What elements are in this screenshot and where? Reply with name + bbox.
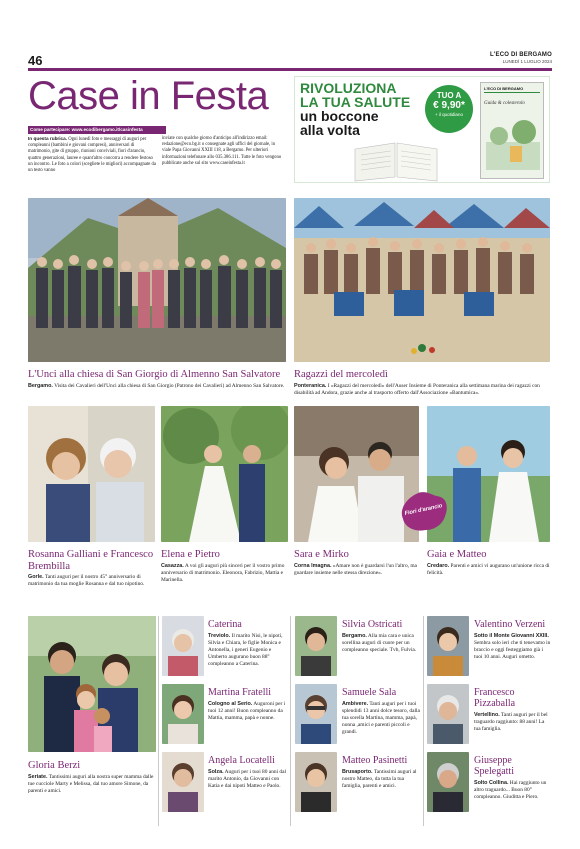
text-elena (161, 563, 289, 584)
photo-ragazzi-beach (294, 198, 550, 362)
body-samuele: Tanti auguri per i tuoi splendidi 13 anni dolce tesoro, dalla tua sorella Martina, mamma, papà, nonna ,amici e parenti piccoli e grandi. (342, 701, 420, 735)
ad-headline-1: RIVOLUZIONA (300, 80, 397, 96)
place-unci: Bergamo. (28, 383, 53, 389)
place-valentino: Sotto il Monte Giovanni XXIII. (474, 633, 549, 639)
photo-elena-pietro (161, 406, 288, 542)
body-angela: Auguri per i tuoi 80 anni dal marito Antonio, da Giovanni con Katia e dai nipoti Matteo e Paolo. (208, 769, 287, 789)
text-ragazzi (294, 383, 550, 397)
place-francesco: Vertellino. (474, 712, 500, 718)
title-sara: Sara e Mirko (294, 549, 349, 560)
ad-headline-2: LA TUA SALUTE (300, 94, 411, 110)
place-martina: Cologno al Serio. (208, 701, 253, 707)
book-cover-illustration (484, 112, 542, 172)
title-elena: Elena e Pietro (161, 549, 220, 560)
body-rosanna: Tanti auguri per il nostro 45° anniversario di matrimonio da tua moglie Rosanna e dal tuo nipotino. (28, 574, 145, 587)
body-valentino: Sembra solo ieri che ti tenevamo in braccio e oggi festeggiamo già i tuoi 10 anni. Auguri ometto. (474, 640, 551, 660)
text-francesco (474, 712, 552, 733)
text-caterina (208, 633, 288, 668)
title-angela: Angela Locatelli (208, 755, 275, 766)
photo-valentino (427, 616, 469, 676)
ad-headline-3: un boccone (300, 108, 379, 124)
title-caterina: Caterina (208, 619, 242, 630)
badge-line-1: TUO A (436, 91, 462, 100)
intro-column-2 (162, 136, 284, 167)
open-book-icon (351, 137, 441, 182)
title-ragazzi: Ragazzi del mercoledì (294, 369, 388, 380)
body-giuseppe: Hai raggiunto un altro traguardo... Buon 80° compleanno. Giuditta e Piero. (474, 780, 547, 800)
intro-text-1: Ogni lunedì foto e messaggi di auguri per compleanni (bambini e giovani compresi), anniversari di matrimonio, gite di gruppo, riunioni conviviali, fiori d'arancio, quattro generazioni, lauree e quant'altro concorra a rendere festoso un incontro. Le foto a colori (scegliete le migliori) accompagnate da un testo vanno (28, 137, 156, 174)
price-badge (425, 85, 473, 133)
body-gaia: Parenti e amici vi augurano un'unione ricca di felicità. (427, 563, 550, 576)
title-gaia: Gaia e Matteo (427, 549, 487, 560)
body-sara: «Amare non è guardarsi l'un l'altro, ma guardare insieme nelle stessa direzione». (294, 563, 417, 576)
place-gaia: Credaro. (427, 563, 450, 569)
text-samuele (342, 701, 422, 736)
column-divider (423, 616, 424, 826)
column-divider (158, 616, 159, 826)
photo-silvia (295, 616, 337, 676)
body-gloria: Tantissimi auguri alla nostra super mamma dalle tue cucciole Marty e Melissa, dal tuo amore Simone, da parenti e amici. (28, 774, 154, 794)
intro-text-2: inviate con qualche giorno d'anticipo all'indirizzo email: redazione@eco.bg.it o consegnate agli uffici del giornale, in viale Papa Giovanni XXIII 118, a Bergamo. Per ulteriori informazioni telefonare allo 035.386.111. Tutte le foto vengono pubblicate anche sul sito www.caseinfesta.it (162, 136, 282, 166)
place-giuseppe: Solto Collina. (474, 780, 509, 786)
photo-francesco (427, 684, 469, 744)
text-gloria (28, 774, 156, 795)
title-rosanna: Rosanna Galliani e Francesco Brembilla (28, 549, 154, 572)
advertisement[interactable] (294, 76, 550, 183)
title-valentino: Valentino Verzeni (474, 619, 546, 630)
ad-headline-4: alla volta (300, 122, 360, 138)
body-silvia: Alla mia cara e unica sorellina auguri di cuore per un compleanno speciale. Tvb, Fulvia. (342, 633, 417, 653)
photo-martina (162, 684, 204, 744)
title-martina: Martina Fratelli (208, 687, 272, 698)
photo-angela (162, 752, 204, 812)
photo-gloria (28, 616, 156, 752)
body-ragazzi: I «Ragazzi del mercoledì» dell'Auser Insieme di Ponteranica alla settimana marina dei ragazzi con disabilità ad Andora, grazie anche al trasporto offerto dall'Associazione «Bantumica». (294, 383, 540, 396)
place-samuele: Ambivere. (342, 701, 369, 707)
text-gaia (427, 563, 550, 577)
place-ragazzi: Ponteranica. (294, 383, 327, 389)
photo-samuele (295, 684, 337, 744)
page-number: 46 (28, 53, 43, 68)
place-rosanna: Gorle. (28, 574, 44, 580)
page-date: LUNEDÌ 1 LUGLIO 2024 (502, 59, 552, 64)
place-elena: Casazza. (161, 563, 184, 569)
title-samuele: Samuele Sala (342, 687, 397, 698)
book-cover (480, 82, 544, 179)
place-caterina: Treviolo. (208, 633, 231, 639)
body-matteo: Tantissimi auguri al nostro Matteo, da tutta la tua famiglia, parenti e amici. (342, 769, 417, 789)
body-francesco: Tanti auguri per il bel traguardo raggiunto: 88 anni! La tua famiglia. (474, 712, 548, 732)
section-title: Case in Festa (28, 74, 269, 118)
photo-caterina (162, 616, 204, 676)
text-valentino (474, 633, 552, 661)
column-divider (290, 616, 291, 826)
body-unci: Visita dei Cavalieri dell'Unci alla chiesa di San Giorgio (Patrono dei Cavalieri) ad Almenno San Salvatore. (52, 383, 285, 389)
photo-giuseppe (427, 752, 469, 812)
badge-line-2: € 9,90* (433, 100, 465, 111)
intro-column-1 (28, 136, 156, 174)
text-unci (28, 383, 286, 390)
photo-matteo (295, 752, 337, 812)
text-angela (208, 769, 288, 790)
photo-unci-group (28, 198, 286, 362)
text-matteo (342, 769, 422, 790)
place-gloria: Seriate. (28, 774, 48, 780)
title-francesco: Francesco Pizzaballa (474, 687, 516, 709)
text-sara (294, 563, 420, 577)
title-gloria: Gloria Berzi (28, 760, 81, 771)
place-sara: Corna Imagna. (294, 563, 332, 569)
intro-lead: In questa rubrica. (28, 136, 68, 141)
body-elena: A voi gli auguri più sinceri per il vostro primo anniversario di matrimonio. Eleonora, Fabrizio, Mattia e Marinella. (161, 563, 285, 583)
photo-rosanna (28, 406, 155, 542)
title-matteo: Matteo Pasinetti (342, 755, 408, 766)
book-title: Guida & colesterolo (484, 101, 525, 106)
place-silvia: Bergamo. (342, 633, 367, 639)
title-silvia: Silvia Ostricati (342, 619, 403, 630)
header-rule (28, 68, 552, 71)
title-unci: L'Unci alla chiesa di San Giorgio di Almenno San Salvatore (28, 369, 281, 380)
fiori-badge-label: Fiori d'arancio (404, 503, 443, 517)
howto-label: Come partecipare: www.ecodibergamo.it/casinfesta (28, 126, 166, 134)
place-angela: Solza. (208, 769, 224, 775)
place-matteo: Brusaporto. (342, 769, 373, 775)
newspaper-name: L'ECO DI BERGAMO (490, 52, 552, 58)
badge-line-3: + il quotidiano (435, 112, 463, 117)
body-martina: Auguroni per i tuoi 12 anni! Buon compleanno da Mattia, mamma, papà e nonne. (208, 701, 286, 721)
body-caterina: Il marito Nisi, le nipoti, Silvia e Chiara, le figlie Monica e Antonella, i generi Eugenio e Umberto augurano buon 88° compleanno a Caterina. (208, 633, 283, 667)
text-silvia (342, 633, 422, 654)
text-martina (208, 701, 288, 722)
book-brand: L'ECO DI BERGAMO (484, 86, 524, 91)
title-giuseppe: Giuseppe Spelegatti (474, 755, 514, 777)
text-rosanna (28, 574, 156, 588)
text-giuseppe (474, 780, 552, 801)
